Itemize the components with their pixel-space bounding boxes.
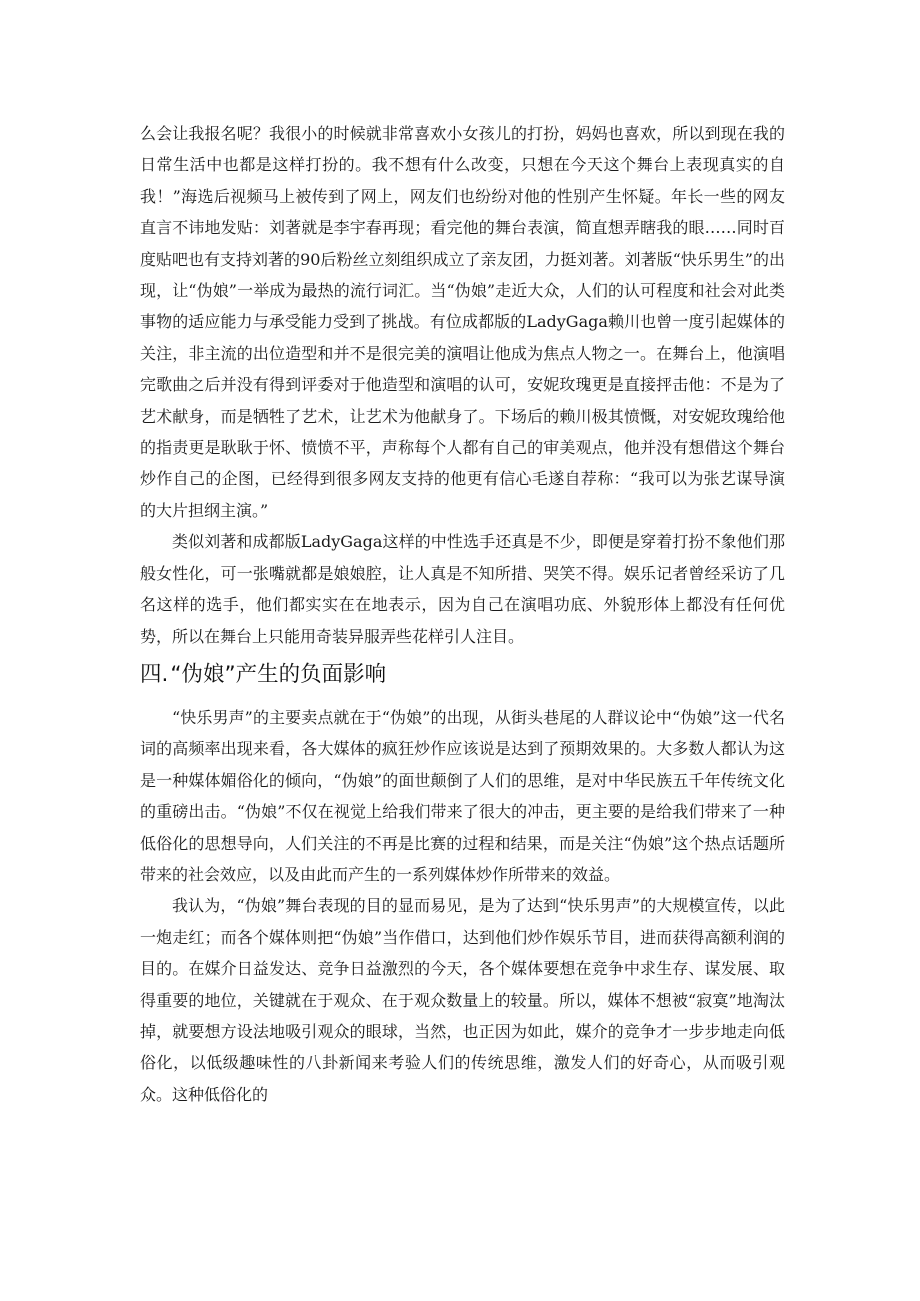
section-heading: [140, 658, 785, 692]
body-paragraph: 我认为，“伪娘”舞台表现的目的显而易见，是为了达到“快乐男声”的大规模宣传，以此一炮走红；而各个媒体则把“伪娘”当作借口，达到他们炒作娱乐节目，进而获得高额利润的目的。在媒介日益发达、竞争日益激烈的今天，各个媒体要想在竞争中求生存、谋发展、取得重要的地位，关键就在于观众、在于观众数量上的较量。所以，媒体不想被“寂寞”地淘汰掉，就要想方设法地吸引观众的眼球，当然，也正因为如此，媒介的竞争才一步步地走向低俗化，以低级趣味性的八卦新闻来考验人们的传统思维，激发人们的好奇心，从而吸引观众。这种低俗化的: [140, 896, 785, 1104]
body-paragraph: 么会让我报名呢？我很小的时候就非常喜欢小女孩儿的打扮，妈妈也喜欢，所以到现在我的日常生活中也都是这样打扮的。我不想有什么改变，只想在今天这个舞台上表现真实的自我！”海选后视频马上被传到了网上，网友们也纷纷对他的性别产生怀疑。年长一些的网友直言不讳地发贴：刘著就是李宇春再现；看完他的舞台表演，简直想弄瞎我的眼……同时百度贴吧也有支持刘著的90后粉丝立刻组织成立了亲友团，力挺刘著。刘著版“快乐男生”的出现，让“伪娘”一举成为最热的流行词汇。当“伪娘”走近大众，人们的认可程度和社会对此类事物的适应能力与承受能力受到了挑战。有位成都版的LadyGaga赖川也曾一度引起媒体的关注，非主流的出位造型和并不是很完美的演唱让他成为焦点人物之一。在舞台上，他演唱完歌曲之后并没有得到评委对于他造型和演唱的认可，安妮玫瑰更是直接抨击他：不是为了艺术献身，而是牺牲了艺术，让艺术为他献身了。下场后的赖川极其愤慨，对安妮玫瑰给他的指责更是耿耿于怀、愤愤不平，声称每个人都有自己的审美观点，他并没有想借这个舞台炒作自己的企图，已经得到很多网友支持的他更有信心毛遂自荐称：“我可以为张艺谋导演的大片担纲主演。”: [140, 124, 785, 520]
body-paragraph: 类似刘著和成都版LadyGaga这样的中性选手还真是不少，即便是穿着打扮不象他们那般女性化，可一张嘴就都是娘娘腔，让人真是不知所措、哭笑不得。娱乐记者曾经采访了几名这样的选手，他们都实实在在地表示，因为自己在演唱功底、外貌形体上都没有任何优势，所以在舞台上只能用奇装异服弄些花样引人注目。: [140, 532, 785, 646]
section-number: 四.: [140, 661, 169, 687]
body-paragraph: “快乐男声”的主要卖点就在于“伪娘”的出现，从街头巷尾的人群议论中“伪娘”这一代名词的高频率出现来看，各大媒体的疯狂炒作应该说是达到了预期效果的。大多数人都认为这是一种媒体媚俗化的倾向，“伪娘”的面世颠倒了人们的思维，是对中华民族五千年传统文化的重磅出击。“伪娘”不仅在视觉上给我们带来了很大的冲击，更主要的是给我们带来了一种低俗化的思想导向，人们关注的不再是比赛的过程和结果，而是关注“伪娘”这个热点话题所带来的社会效应，以及由此而产生的一系列媒体炒作所带来的效益。: [140, 707, 785, 884]
section-title: “伪娘”产生的负面影响: [170, 661, 387, 687]
document-body: [140, 118, 785, 1110]
